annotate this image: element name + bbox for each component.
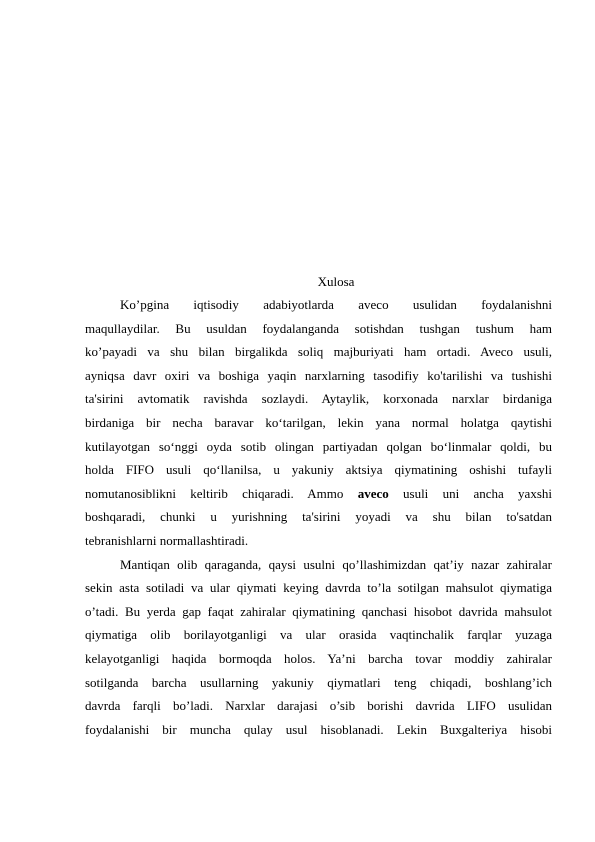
text-line: ta'sirini avtomatik ravishda sozlaydi. Aytaylik, korxonada narxlar birdaniga [85, 391, 552, 407]
text-line: kelayotganligi haqida bormoqda holos. Ya’ni barcha tovar moddiy zahiralar [85, 650, 552, 666]
text-line: qiymatiga olib borilayotganligi va ular orasida vaqtinchalik farqlar yuzaga [85, 627, 552, 643]
text-line: birdaniga bir necha baravar ko‘tarilgan, lekin yana normal holatga qaytishi [85, 414, 552, 430]
text-line: ko’payadi va shu bilan birgalikda soliq majburiyati ham ortadi. Aveco usuli, [85, 344, 552, 360]
document-body [85, 293, 552, 741]
text-line: Mantiqan olib qaraganda, qaysi usulni qo’llashimizdan qat’iy nazar zahiralar [120, 556, 552, 572]
text-line: holda FIFO usuli qo‘llanilsa, u yakuniy aktsiya qiymatining oshishi tufayli [85, 462, 552, 478]
text-line: o’tadi. Bu yerda gap faqat zahiralar qiymatining qanchasi hisobot davrida mahsulot [85, 603, 552, 619]
text-line: kutilayotgan so‘nggi oyda sotib olingan partiyadan qolgan bo‘linmalar qoldi, bu [85, 438, 552, 454]
text-segment: nomutanosiblikni keltirib chiqaradi. Ammo [85, 485, 344, 501]
text-line: maqullaydilar. Bu usuldan foydalanganda sotishdan tushgan tushum ham [85, 320, 552, 336]
text-line: davrda farqli bo’ladi. Narxlar darajasi o’sib borishi davrida LIFO usulidan [85, 698, 552, 714]
text-line: sekin asta sotiladi va ular qiymati keying davrda to’la sotilgan mahsulot qiymatiga [85, 580, 552, 596]
text-line: tebranishlarni normallashtiradi. [85, 532, 249, 548]
text-line: ayniqsa davr oxiri va boshiga yaqin narxlarning tasodifiy ko'tarilishi va tushishi [85, 367, 552, 383]
text-line: boshqaradi, chunki u yurishning ta'sirini yoyadi va shu bilan to'satdan [85, 509, 552, 525]
page-title: Xulosa [317, 274, 355, 289]
emphasized-term: aveco [357, 485, 389, 501]
text-line-with-emphasis [85, 482, 552, 506]
text-line: sotilganda barcha usullarning yakuniy qiymatlari teng chiqadi, boshlang’ich [85, 674, 552, 690]
text-line: foydalanishi bir muncha qulay usul hisoblanadi. Lekin Buxgalteriya hisobi [85, 721, 552, 737]
text-line: Ko’pgina iqtisodiy adabiyotlarda aveco usulidan foydalanishni [120, 297, 552, 312]
text-segment: usuli uni ancha yaxshi [403, 485, 552, 501]
